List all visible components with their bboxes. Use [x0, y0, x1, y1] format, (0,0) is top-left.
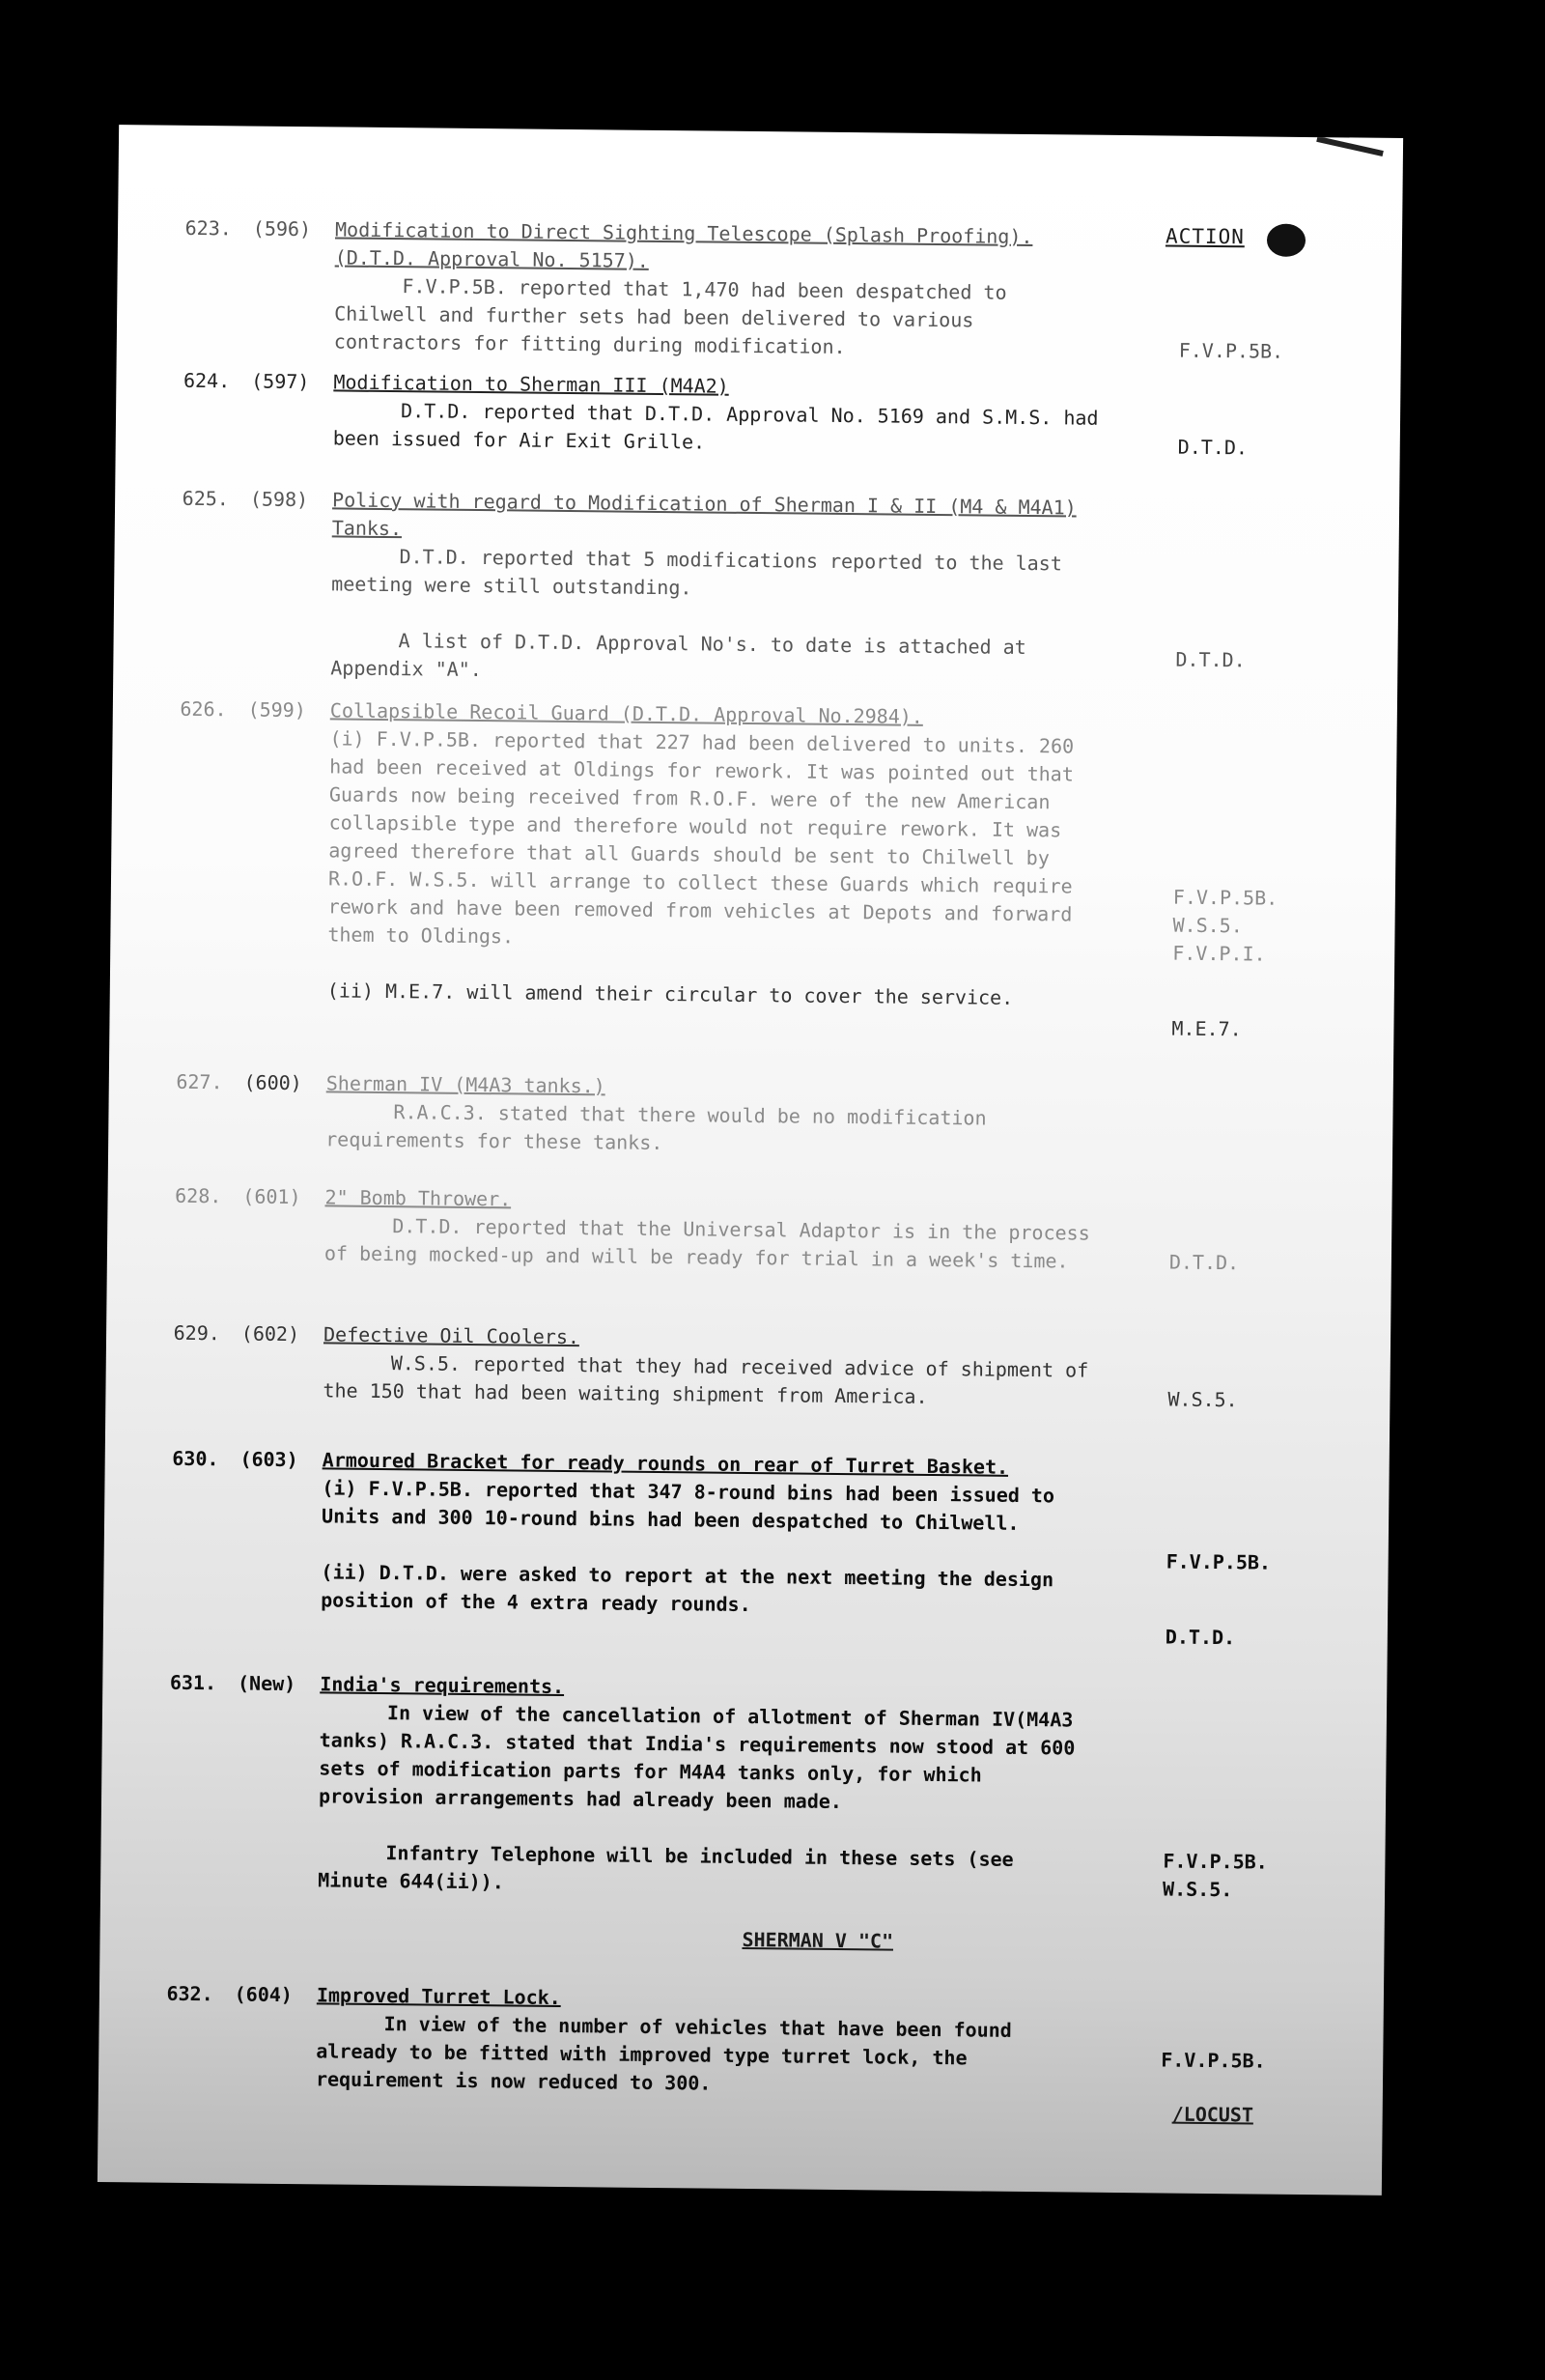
minute-paragraph: In view of the number of vehicles that have been found already to be fitted with improved type turret lock, the requirement is now reduced to 300.	[315, 2012, 1012, 2095]
minute-paragraph: (i) F.V.P.5B. reported that 227 had been delivered to units. 260 had been received at Oldings for rework. It was pointed out that Guards now being received from R.O.F. were of the new American collapsible type and therefore would not require rework. It was agreed therefore that all Guards should be sent to Chilwell by R.O.F. W.S.5. will arrange to collect these Guards which require rework and have been removed from vehicles at Depots and forward them to Oldings.	[327, 726, 1075, 949]
minute-paragraph: A list of D.T.D. Approval No's. to date is attached at Appendix "A".	[330, 629, 1026, 682]
minute-paragraph: W.S.5. reported that they had received advice of shipment of the 150 that had been waiting shipment from America.	[323, 1351, 1089, 1408]
scan-mark	[1316, 136, 1384, 156]
action-code: M.E.7.	[1171, 1016, 1242, 1041]
minute-paragraph: D.T.D. reported that the Universal Adaptor is in the process of being mocked-up and will be ready for trial in a week's time.	[323, 1214, 1090, 1273]
minute-paragraph: In view of the cancellation of allotment of Sherman IV(M4A3 tanks) R.A.C.3. stated that India's requirements now stood at 600 sets of modification parts for M4A4 tanks only, for which provision arrangements had already been made.	[318, 1701, 1076, 1814]
action-code: D.T.D.	[1177, 435, 1249, 460]
minute-paragraph: D.T.D. reported that D.T.D. Approval No. 5169 and S.M.S. had been issued for Air Exit Grille.	[332, 399, 1099, 454]
minute-number: 627. (600)	[176, 1069, 302, 1095]
minute-number: 623. (596)	[184, 215, 312, 241]
minute-heading: India's requirements.	[320, 1672, 565, 1699]
minute-body	[316, 1981, 1089, 2101]
minute-heading: Improved Turret Lock.	[316, 1983, 561, 2009]
action-code: F.V.P.5B.	[1161, 2048, 1266, 2073]
action-code: D.T.D.	[1175, 647, 1246, 672]
minute-heading: Defective Oil Coolers.	[323, 1322, 580, 1349]
minute-body	[334, 215, 1108, 363]
minute-number: 629. (602)	[173, 1320, 300, 1346]
minute-item	[109, 1067, 1393, 1155]
minute-paragraph: D.T.D. reported that 5 modifications reported to the last meeting were still outstanding.	[331, 545, 1062, 600]
minute-number: 624. (597)	[183, 368, 310, 394]
document-page	[98, 125, 1403, 2196]
minute-number: 632. (604)	[166, 1981, 294, 2007]
minute-paragraph: (ii) D.T.D. were asked to report at the next meeting the design position of the 4 extra ready rounds.	[321, 1560, 1054, 1617]
minute-heading: Modification to Direct Sighting Telescope (Splash Proofing). (D.T.D. Approval No. 5157).	[334, 217, 1033, 272]
action-code: D.T.D.	[1168, 1250, 1240, 1275]
minute-body	[321, 1446, 1095, 1622]
minute-body	[324, 1183, 1098, 1275]
minute-paragraph: R.A.C.3. stated that there would be no modification requirements for these tanks.	[325, 1100, 987, 1155]
minute-body	[323, 1320, 1096, 1412]
minute-paragraph: (ii) M.E.7. will amend their circular to cover the service.	[326, 978, 1014, 1009]
minute-item	[99, 1979, 1384, 2095]
minute-heading: Armoured Bracket for ready rounds on rear of Turret Basket.	[322, 1448, 1009, 1479]
action-code: F.V.P.5B. W.S.5. F.V.P.I.	[1172, 885, 1278, 966]
minute-heading: Collapsible Recoil Guard (D.T.D. Approval No.2984).	[329, 698, 924, 728]
minute-body	[333, 368, 1107, 460]
minute-item	[108, 1181, 1392, 1275]
action-column-header: ACTION	[1165, 224, 1246, 249]
minute-body	[318, 1670, 1092, 1902]
minute-heading: Modification to Sherman III (M4A2)	[333, 370, 729, 398]
minute-item	[102, 1668, 1387, 1902]
minute-paragraph: (i) F.V.P.5B. reported that 347 8-round bins had been issued to Units and 300 10-round bins had been despatched to Chilwell.	[321, 1476, 1055, 1535]
minute-body	[325, 1069, 1099, 1161]
section-heading: SHERMAN V "C"	[742, 1927, 894, 1953]
minute-item	[105, 1444, 1390, 1650]
action-code: F.V.P.5B. W.S.5.	[1162, 1849, 1268, 1902]
minute-body	[330, 486, 1105, 690]
minute-item	[113, 694, 1397, 1041]
minute-item	[115, 484, 1399, 682]
action-code: D.T.D.	[1165, 1625, 1236, 1650]
ink-blot	[1267, 224, 1306, 257]
minute-heading: Policy with regard to Modification of Sherman I & II (M4 & M4A1) Tanks.	[331, 488, 1077, 541]
catchword: /LOCUST	[1171, 2102, 1254, 2127]
minute-number: 626. (599)	[180, 696, 306, 722]
minute-number: 628. (601)	[175, 1183, 301, 1209]
minute-number: 631. (New)	[169, 1670, 296, 1696]
action-code: W.S.5.	[1167, 1387, 1238, 1412]
minute-item	[106, 1318, 1390, 1412]
minute-heading: 2" Bomb Thrower.	[324, 1185, 512, 1211]
minute-number: 625. (598)	[182, 486, 309, 512]
minute-item	[117, 366, 1401, 460]
minute-paragraph: F.V.P.5B. reported that 1,470 had been despatched to Chilwell and further sets had been delivered to various contractors for fitting during modification.	[333, 274, 1007, 358]
minute-number: 630. (603)	[172, 1446, 298, 1472]
minute-body	[327, 696, 1103, 1012]
minute-heading: Sherman IV (M4A3 tanks.)	[325, 1071, 605, 1098]
action-code: F.V.P.5B.	[1178, 338, 1284, 363]
minute-paragraph: Infantry Telephone will be included in these sets (see Minute 644(ii)).	[318, 1841, 1014, 1894]
action-code: F.V.P.5B.	[1166, 1549, 1272, 1574]
